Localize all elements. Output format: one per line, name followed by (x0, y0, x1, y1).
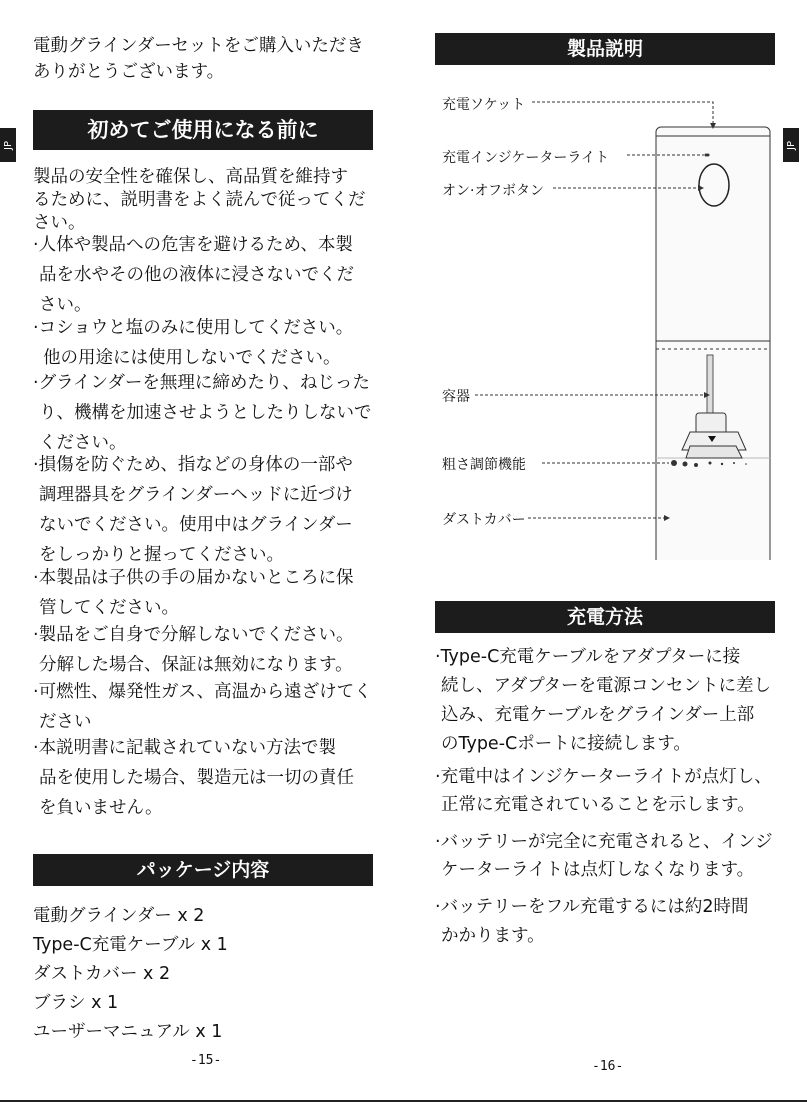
power-button-icon (699, 164, 729, 206)
label-dust-cover: ダストカバー (442, 512, 526, 528)
language-tab-right: JP (783, 128, 799, 162)
grinder-shaft (707, 355, 713, 415)
package-item: Type-C充電ケーブル x 1 (33, 935, 228, 955)
charging-bullet-2: ·充電中はインジケーターライトが点灯し、 正常に充電されていることを示します。 (435, 767, 772, 815)
package-item: 電動グラインダー x 2 (33, 906, 205, 926)
package-item: ダストカバー x 2 (33, 964, 171, 984)
page-number-right: -16- (592, 1059, 624, 1074)
charging-bullet-1: ·Type-C充電ケーブルをアダプターに接 続し、アダプターを電源コンセントに差し 込み、充電ケーブルをグラインダー上部 のType-Cポートに接続します。 (435, 647, 772, 754)
charging-bullet-4: ·バッテリーをフル充電するには約2時間 かかります。 (435, 897, 749, 946)
bottom-divider (0, 1100, 807, 1102)
package-item: ブラシ x 1 (33, 993, 119, 1013)
page-number-left: -15- (190, 1053, 222, 1068)
package-contents-heading: パッケージ内容 (33, 854, 373, 886)
safety-bullet-5: ·本製品は子供の手の届かないところに保 管してください。 (33, 568, 354, 618)
safety-bullet-7: ·可燃性、爆発性ガス、高温から遠ざけてく ださい (33, 682, 372, 732)
label-container: 容器 (442, 389, 470, 405)
safety-bullet-1: ·人体や製品への危害を避けるため、本製 品を水やその他の液体に浸さないでくだ さい。 (33, 235, 354, 315)
package-item: ユーザーマニュアル x 1 (33, 1022, 223, 1042)
label-charging-socket: 充電ソケット (442, 97, 526, 113)
charging-method-heading: 充電方法 (435, 601, 775, 633)
product-description-heading: 製品説明 (435, 33, 775, 65)
safety-bullet-8: ·本説明書に記載されていない方法で製 品を使用した場合、製造元は一切の責任 を負いません。 (33, 738, 354, 818)
safety-bullet-3: ·グラインダーを無理に締めたり、ねじった り、機構を加速させようとしたりしないで ください。 (33, 373, 372, 453)
label-charging-indicator: 充電インジケーターライト (442, 150, 609, 166)
language-tab-left: JP (0, 128, 16, 162)
safety-bullet-2: ·コショウと塩のみに使用してください。 他の用途には使用しないでください。 (33, 318, 354, 368)
label-coarseness: 粗さ調節機能 (442, 457, 526, 473)
charging-bullet-3: ·バッテリーが完全に充電されると、インジ ケーターライトは点灯しなくなります。 (435, 832, 773, 880)
safety-bullet-6: ·製品をご自身で分解しないでください。 分解した場合、保証は無効になります。 (33, 625, 354, 675)
intro-text: 電動グラインダーセットをご購入いただき ありがとうございます。 (33, 36, 364, 82)
before-use-heading: 初めてご使用になる前に (33, 110, 373, 150)
safety-bullet-4: ·損傷を防ぐため、指などの身体の一部や 調理器具をグラインダーヘッドに近づけ ないでください。使用中はグラインダー をしっかりと握ってください。 (33, 455, 353, 565)
label-onoff-button: オン·オフボタン (442, 183, 545, 199)
before-use-paragraph: 製品の安全性を確保し、高品質を維持す るために、説明書をよく読んで従ってくだ さい。 (33, 167, 366, 233)
